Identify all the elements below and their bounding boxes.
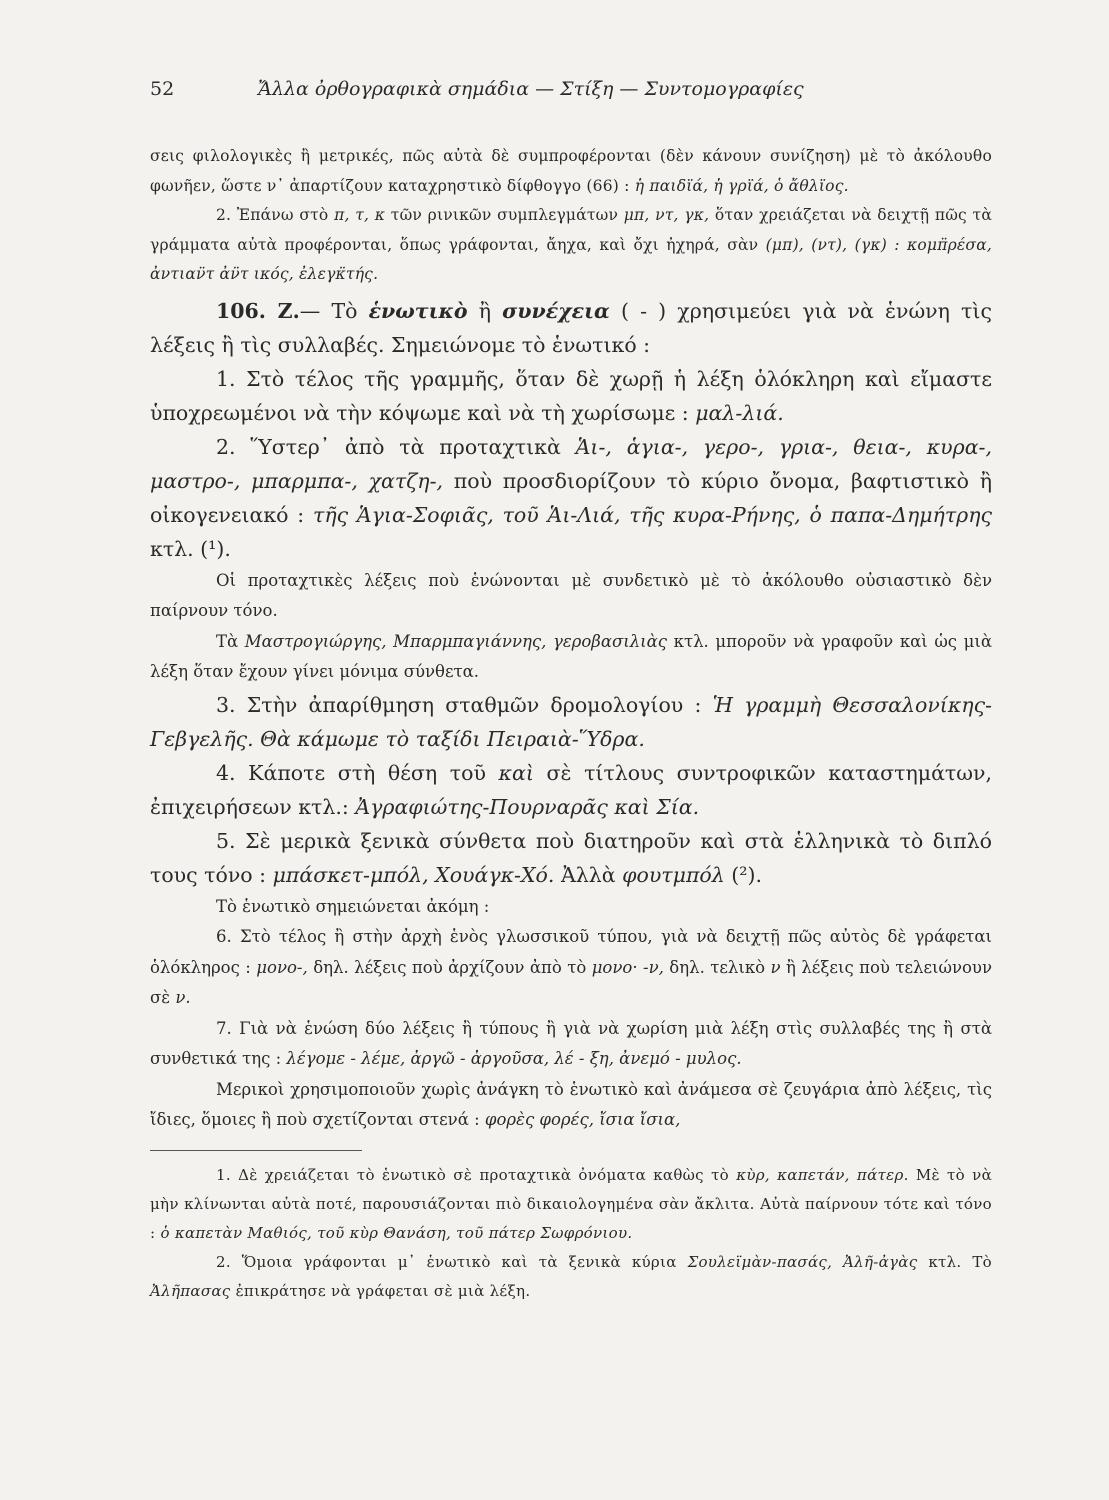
note-paragraph: Μερικοὶ χρησιμοποιοῦν χωρὶς ἀνάγκη τὸ ἑνωτικὸ καὶ ἀνάμεσα σὲ ζευγάρια ἀπὸ λέξεις, τὶς ἴδιες, ὅμοιες ἢ ποὺ σχετίζονται στενά : φορὲς φορές, ἴσια ἴσια, — [150, 1079, 992, 1129]
list-item-7: 7. Γιὰ νὰ ἑνώση δύο λέξεις ἢ τύπους ἢ γιὰ νὰ χωρίση μιὰ λέξη στὶς συλλαβές της ἢ στὰ συνθετικά της : λέγομε - λέμε, ἀργῶ - ἀργοῦσα, λέ - ξη, ἀνεμό - μυλος. — [150, 1018, 992, 1068]
section-number: 106. Ζ. — [216, 298, 300, 323]
footnote-divider — [150, 1150, 362, 1151]
inline-example: (μπ), (ντ), (γκ) : κομπ̈ρέσα, ἀντιαν̈τ ἀν̈τ ικός, ἐλεγκ̈τής. — [150, 235, 992, 283]
note-paragraph: Τὸ ἑνωτικὸ σημειώνεται ἀκόμη : — [216, 896, 490, 916]
term-synecheia: συνέχεια — [502, 298, 610, 323]
running-header — [150, 78, 990, 108]
term-henotiko: ἑνωτικὸ — [368, 298, 468, 323]
page-number: 52 — [150, 78, 175, 100]
inline-example: ἡ παιδϊά, ἡ γρϊά, ὁ ἄθλϊος. — [634, 176, 849, 195]
note-paragraph: Τὰ Μαστρογιώργης, Μπαρμπαγιάννης, γεροβασιλιὰς κτλ. μποροῦν νὰ γραφοῦν καὶ ὡς μιὰ λέξη ὅταν ἔχουν γίνει μόνιμα σύνθετα. — [150, 631, 992, 681]
section-heading-paragraph: 106. Ζ.— Τὸ ἑνωτικὸ ἢ συνέχεια ( - ) χρησιμεύει γιὰ νὰ ἑνώνη τὶς λέξεις ἢ τὶς συλλαβές. Σημειώνομε τὸ ἑνωτικό : — [150, 298, 992, 357]
footnote-1: 1. Δὲ χρειάζεται τὸ ἑνωτικὸ σὲ προταχτικὰ ὀνόματα καθὼς τὸ κὺρ, καπετάν, πάτερ. Μὲ τὸ νὰ μὴν κλίνωνται αὐτὰ ποτέ, παρουσιάζονται πιὸ δικαιολογημένα σὰν ἄκλιτα. Αὐτὰ παίρνουν τότε καὶ τόνο : ὁ καπετὰν Μαθιός, τοῦ κὺρ Θανάση, τοῦ πάτερ Σωφρόνιου. — [150, 1165, 993, 1242]
list-item-5: 5. Σὲ μερικὰ ξενικὰ σύνθετα ποὺ διατηροῦν καὶ στὰ ἑλληνικὰ τὸ διπλό τους τόνο : μπάσκετ-μπόλ, Χουάγκ-Χό. Ἀλλὰ φουτμπόλ (²). — [150, 828, 992, 887]
list-item-4: 4. Κάποτε στὴ θέση τοῦ καὶ σὲ τίτλους συντροφικῶν καταστημάτων, ἐπιχειρήσεων κτλ.: Ἀγραφιώτης-Πουρναρᾶς καὶ Σία. — [150, 760, 992, 819]
list-item-2: 2. Ὕστερ᾽ ἀπὸ τὰ προταχτικὰ Ἁι-, ἁγια-, γερο-, γρια-, θεια-, κυρα-, μαστρο-, μπαρμπα-, χατζη-, ποὺ προσδιορίζουν τὸ κύριο ὄνομα, βαφτιστικὸ ἢ οἰκογενειακό : τῆς Ἁγια-Σοφιᾶς, τοῦ Ἁι-Λιά, τῆς κυρα-Ρήνης, ὁ παπα-Δημήτρης κτλ. (¹). — [150, 434, 992, 561]
paragraph-continuation: σεις φιλολογικὲς ἢ μετρικές, πῶς αὐτὰ δὲ συμπροφέρονται (δὲν κάνουν συνίζηση) μὲ τὸ ἀκόλουθο φωνῆεν, ὥστε ν᾽ ἀπαρτίζουν καταχρηστικὸ δίφθογγο (66) : ἡ παιδϊά, ἡ γρϊά, ὁ ἄθλϊος. — [150, 147, 992, 195]
list-item-1: 1. Στὸ τέλος τῆς γραμμῆς, ὅταν δὲ χωρῇ ἡ λέξη ὁλόκληρη καὶ εἴμαστε ὑποχρεωμένοι νὰ τὴν κόψωμε καὶ νὰ τὴ χωρίσωμε : μαλ-λιά. — [150, 366, 992, 425]
running-title: Ἄλλα ὀρθογραφικὰ σημάδια — Στίξη — Συντομογραφίες — [258, 78, 804, 100]
paragraph-item-2: 2. Ἐπάνω στὸ π, τ, κ τῶν ρινικῶν συμπλεγμάτων μπ, ντ, γκ, ὅταν χρειάζεται νὰ δειχτῇ πῶς τὰ γράμματα αὐτὰ προφέρονται, ὅπως γράφονται, ἄηχα, καὶ ὄχι ἠχηρά, σὰν (μπ), (ντ), (γκ) : κομπ̈ρέσα, ἀντιαν̈τ ἀν̈τ ικός, ἐλεγκ̈τής. — [150, 206, 992, 283]
note-paragraph: Οἱ προταχτικὲς λέξεις ποὺ ἑνώνονται μὲ συνδετικὸ μὲ τὸ ἀκόλουθο οὐσιαστικὸ δὲν παίρνουν τόνο. — [150, 570, 992, 620]
page-body — [150, 142, 992, 1306]
footnote-2: 2. Ὅμοια γράφονται μ᾽ ἑνωτικὸ καὶ τὰ ξενικὰ κύρια Σουλεϊμὰν-πασάς, Ἀλῆ-ἀγὰς κτλ. Τὸ Ἀλῆπασας ἐπικράτησε νὰ γράφεται σὲ μιὰ λέξη. — [150, 1252, 993, 1300]
list-item-3: 3. Στὴν ἀπαρίθμηση σταθμῶν δρομολογίου : Ἡ γραμμὴ Θεσσαλονίκης-Γεβγελῆς. Θὰ κάμωμε τὸ ταξίδι Πειραιὰ-Ὕδρα. — [150, 692, 992, 751]
list-item-6: 6. Στὸ τέλος ἢ στὴν ἀρχὴ ἑνὸς γλωσσικοῦ τύπου, γιὰ νὰ δειχτῇ πῶς αὐτὸς δὲ γράφεται ὁλόκληρος : μονο-, δηλ. λέξεις ποὺ ἀρχίζουν ἀπὸ τὸ μονο· -ν, δηλ. τελικὸ ν ἢ λέξεις ποὺ τελειώνουν σὲ ν. — [150, 927, 992, 1007]
